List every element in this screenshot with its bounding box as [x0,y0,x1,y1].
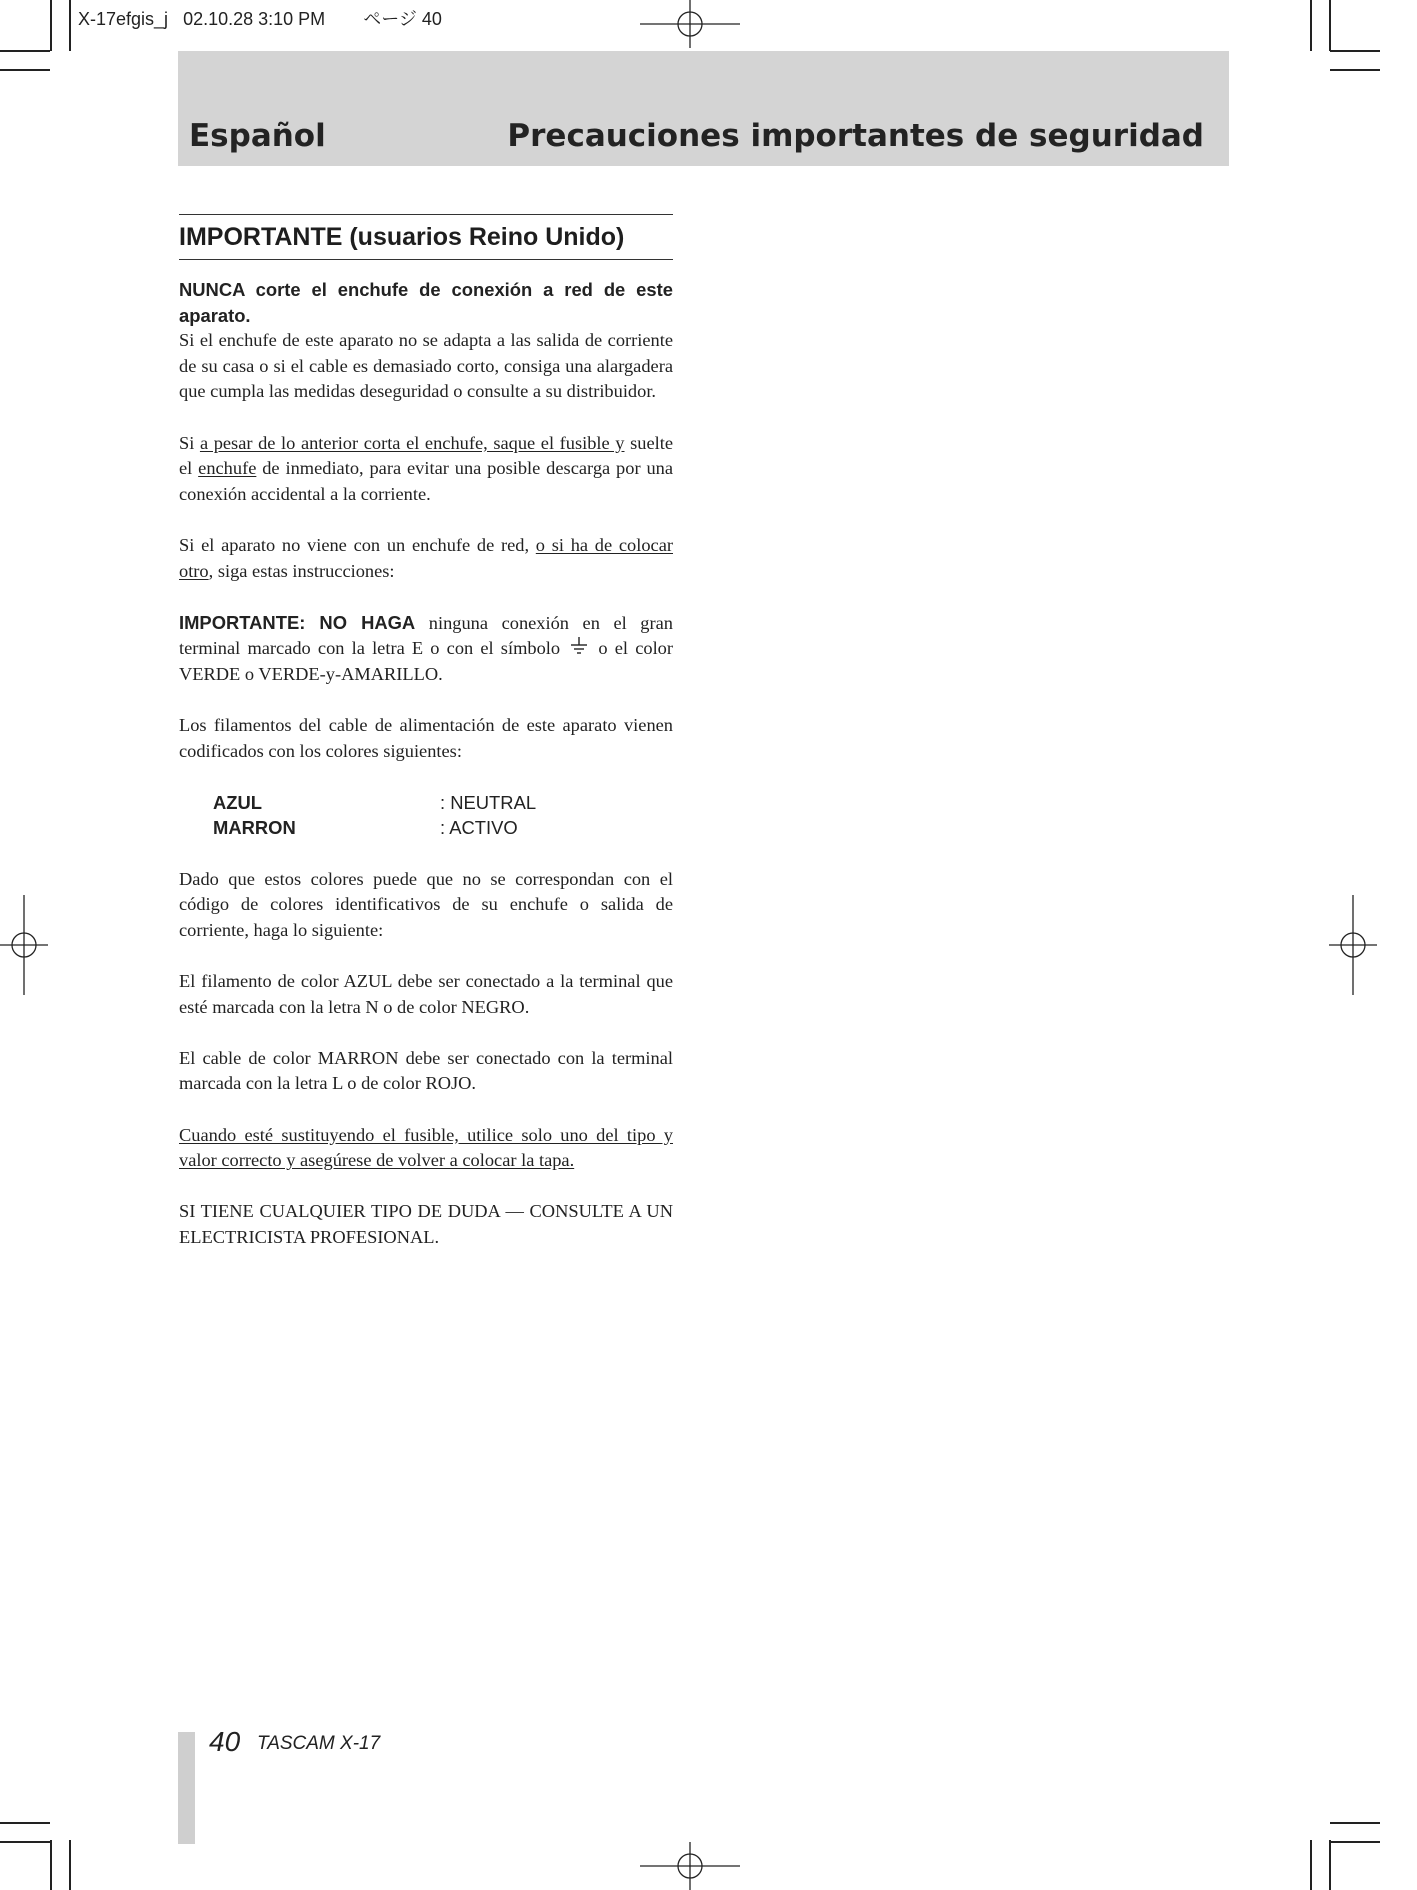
footer-product-name: TASCAM X-17 [257,1733,381,1754]
section-heading: IMPORTANTE (usuarios Reino Unido) [179,223,625,251]
text-run: suelte el [179,432,673,479]
wire-color-function: : ACTIVO [440,817,518,839]
footer-tab [178,1732,195,1844]
paragraph-earth-warning [179,610,673,688]
crop-mark [0,1841,50,1843]
lead-warning: NUNCA corte el enchufe de conexión a red de este aparato. [179,279,673,326]
crop-mark [1329,1840,1331,1890]
slug-page: ページ 40 [363,9,442,29]
paragraph-wire-colors: Los filamentos del cable de alimentación de este aparato vienen codificados con los colores siguientes: [179,715,673,761]
paragraph-no-plug [179,533,673,584]
paragraph-consult-electrician: SI TIENE CUALQUIER TIPO DE DUDA — CONSULTE A UN ELECTRICISTA PROFESIONAL. [179,1201,673,1247]
paragraph-fuse [179,1123,673,1174]
registration-mark-right [1329,895,1377,995]
underlined-text: Cuando esté sustituyendo el fusible, utilice solo uno del tipo y valor correcto y asegúrese de volver a colocar la tapa. [179,1124,673,1171]
underlined-text: enchufe [198,458,257,479]
crop-mark [1330,50,1380,52]
slug-file: X-17efgis_j [78,9,169,29]
paragraph-blue-wire: El filamento de color AZUL debe ser conectado a la terminal que esté marcada con la letra N o de color NEGRO. [179,971,673,1017]
text-run: Si [179,432,200,453]
crop-mark [1330,1822,1380,1824]
registration-mark-bottom [640,1842,740,1890]
warning-label: IMPORTANTE: NO HAGA [179,611,416,633]
main-column [179,214,673,1276]
underlined-text: o si ha de colocar otro [179,534,673,581]
crop-mark [69,0,71,51]
crop-mark [1330,69,1380,71]
crop-mark [1330,1841,1380,1843]
paragraph-color-mismatch: Dado que estos colores puede que no se correspondan con el código de colores identificativos de su enchufe o salida de corriente, haga lo siguiente: [179,868,673,940]
page-title: Precauciones importantes de seguridad [507,118,1204,154]
paragraph-cut-plug [179,431,673,508]
header-language: Español [189,118,326,154]
text-run: ninguna conexión en el gran terminal marcado con la letra E o con el símbolo [179,612,673,659]
text-run: o el color VERDE o VERDE-y-AMARILLO. [179,638,673,684]
wire-color-row [213,815,673,841]
wire-color-table [213,790,673,841]
heading-rule-top [179,214,673,215]
crop-mark [50,1840,52,1890]
crop-mark [0,50,50,52]
registration-mark-left [0,895,48,995]
print-slug [78,5,442,31]
underlined-text: a pesar de lo anterior corta el enchufe, saque el fusible y [199,432,625,453]
crop-mark [1329,0,1331,51]
earth-ground-icon [569,636,589,656]
crop-mark [69,1840,71,1890]
heading-rule-bottom [179,259,673,260]
wire-color-row [213,790,673,816]
page-number: 40 [209,1726,241,1757]
wire-color-name: MARRON [213,817,296,839]
text-run: , siga estas instrucciones: [208,560,395,581]
wire-color-name: AZUL [213,791,263,813]
wire-color-function: : NEUTRAL [440,791,537,813]
crop-mark [1310,1840,1312,1890]
registration-mark-top [640,0,740,48]
paragraph-brown-wire: El cable de color MARRON debe ser conectado con la terminal marcada con la letra L o de color ROJO. [179,1047,673,1094]
text-run: Si el aparato no viene con un enchufe de red, [179,534,536,555]
paragraph-extension-cord: Si el enchufe de este aparato no se adapta a las salida de corriente de su casa o si el cable es demasiado corto, consiga una alargadera que cumpla las medidas deseguridad o consulte a su distribuidor. [179,330,673,402]
text-run: de inmediato, para evitar una posible descarga por una conexión accidental a la corriente. [179,458,674,504]
slug-datetime: 02.10.28 3:10 PM [183,9,326,29]
crop-mark [1310,0,1312,51]
crop-mark [0,1822,50,1824]
crop-mark [0,69,50,71]
crop-mark [50,0,52,51]
